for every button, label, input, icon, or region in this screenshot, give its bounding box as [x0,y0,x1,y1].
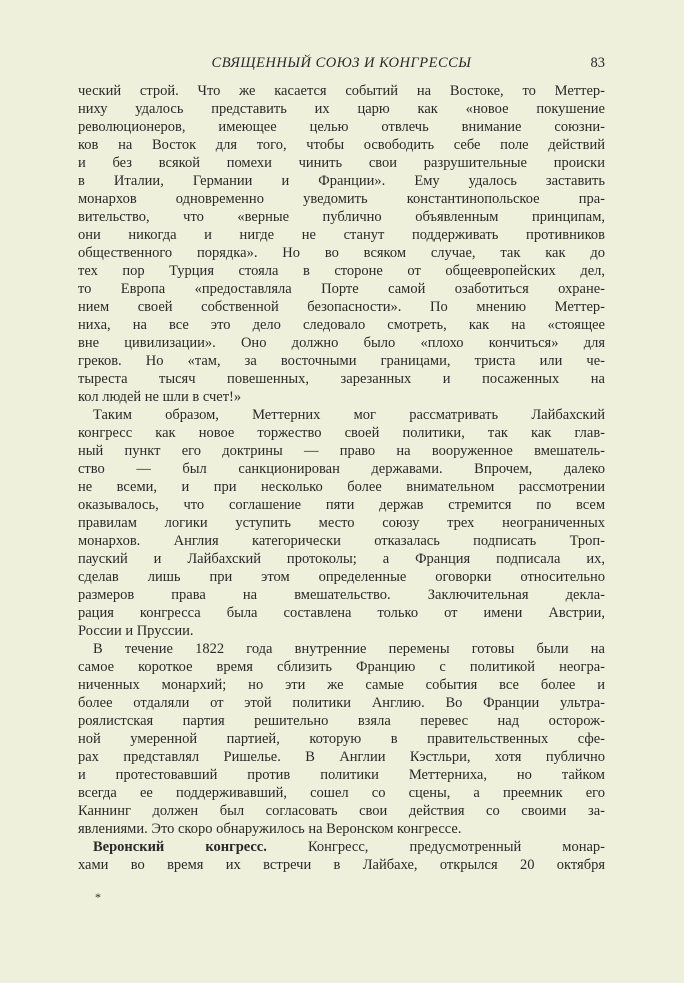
page-body [78,82,605,874]
text-line [78,550,605,568]
text-line [78,154,605,172]
text-line [78,496,605,514]
line-text: тыреста тысяч повешенных, зарезанных и посаженных на [78,371,605,387]
line-text: вительство, что «верные публично объявленным принципам, [78,209,605,225]
line-text: вне цивилизации». Оно должно было «плохо кончиться» для [78,335,605,351]
line-text: всегда ее поддерживавший, сошел со сцены, а преемник его [78,785,605,801]
line-text: не всеми, и при несколько более внимательном рассмотрении [78,479,605,495]
line-text: хами во время их встречи в Лайбахе, открылся 20 октября [78,857,605,873]
text-line [78,118,605,136]
line-text: ство — был санкционирован державами. Впрочем, далеко [78,461,605,477]
page-number: 83 [590,55,605,71]
text-line [78,298,605,316]
text-line [78,730,605,748]
line-text: монархов. Англия категорически отказалась подписать Троп- [78,533,605,549]
line-text: явлениями. Это скоро обнаружилось на Веронском конгрессе. [78,821,462,837]
text-line [78,460,605,478]
text-line [78,136,605,154]
text-line [78,802,605,820]
text-line [78,586,605,604]
line-text: и без всякой помехи чинить свои разрушительные происки [78,155,605,171]
text-line [78,604,605,622]
line-text: ной умеренной партией, которую в правительственных сфе- [78,731,605,747]
text-line [78,370,605,388]
text-line [78,820,605,838]
text-line [78,640,605,658]
text-line [78,334,605,352]
text-line [78,694,605,712]
line-text: и протестовавший против политики Меттерниха, но тайком [78,767,605,783]
line-text: пауский и Лайбахский протоколы; а Франция подписала их, [78,551,605,567]
paragraph [78,838,605,874]
line-text: монархов одновременно уведомить константинопольское пра- [78,191,605,207]
text-line [78,784,605,802]
text-line [78,442,605,460]
line-text: ков на Восток для того, чтобы освободить себе поле действий [78,137,605,153]
line-text: правилам логики уступить место союзу трех неограниченных [78,515,605,531]
text-line [78,244,605,262]
line-text: размеров права на вмешательство. Заключительная декла- [78,587,605,603]
line-text: то Европа «предоставляла Порте самой озаботиться охране- [78,281,605,297]
line-text: революционеров, имеющее целью отвлечь внимание союзни- [78,119,605,135]
section-heading: Веронский конгресс. [93,839,267,855]
line-text: рах представлял Ришелье. В Англии Кэстльри, хотя публично [78,749,605,765]
text-line [78,478,605,496]
text-line [78,226,605,244]
text-line [78,856,605,874]
text-line [78,676,605,694]
line-text: оказывалось, что соглашение пяти держав стремится по всем [78,497,605,513]
paragraph [78,82,605,406]
line-text: конгресс как новое торжество своей политики, так как глав- [78,425,605,441]
text-line [78,712,605,730]
line-text: ниха, на все это дело следовало смотреть, как на «стоящее [78,317,605,333]
text-line [78,406,605,424]
line-text: тех пор Турция стояла в стороне от общеевропейских дел, [78,263,605,279]
line-text: ческий строй. Что же касается событий на Востоке, то Меттер- [78,83,605,99]
line-text: кол людей не шли в счет!» [78,389,242,405]
line-text: В течение 1822 года внутренние перемены готовы были на [93,641,605,657]
text-line [78,424,605,442]
line-text: самое короткое время сблизить Францию с политикой неогра- [78,659,605,675]
paragraph [78,640,605,838]
signature-mark: * [95,890,101,904]
text-line [78,514,605,532]
line-text: ниху удалось представить их царю как «новое покушение [78,101,605,117]
line-text: Таким образом, Меттерних мог рассматривать Лайбахский [93,407,605,423]
line-text: в Италии, Германии и Франции». Ему удалось заставить [78,173,605,189]
line-text: Каннинг должен был согласовать свои действия со своими за- [78,803,605,819]
running-title: СВЯЩЕННЫЙ СОЮЗ И КОНГРЕССЫ [211,55,472,71]
text-line [78,352,605,370]
line-text: ный пункт его доктрины — право на вооруженное вмешатель- [78,443,605,459]
text-line [78,622,605,640]
line-text: ниченных монархий; но эти же самые события все более и [78,677,605,693]
text-line [78,532,605,550]
page-header [78,55,605,75]
text-line [78,280,605,298]
text-line [78,766,605,784]
line-text: более отдаляли от этой политики Англию. Во Франции ультра- [78,695,605,711]
line-text: они никогда и нигде не станут поддерживать противников [78,227,605,243]
text-line [78,748,605,766]
line-text: нием своей собственной безопасности». По мнению Меттер- [78,299,605,315]
text-line [78,100,605,118]
text-line [78,658,605,676]
line-text: общественного порядка». Но во всяком случае, так как до [78,245,605,261]
text-line [78,208,605,226]
line-text: рация конгресса была составлена только от имени Австрии, [78,605,605,621]
text-line [78,82,605,100]
line-text: сделав лишь при этом определенные оговорки относительно [78,569,605,585]
text-line [78,316,605,334]
line-text: греков. Но «там, за восточными границами, триста или че- [78,353,605,369]
text-line [78,568,605,586]
text-line [78,262,605,280]
text-line [78,172,605,190]
line-text: Конгресс, предусмотренный монар- [266,839,605,855]
text-line [78,190,605,208]
text-line [78,838,605,856]
line-text: роялистская партия решительно взяла перевес над осторож- [78,713,605,729]
text-line [78,388,605,406]
paragraph [78,406,605,640]
line-text: России и Пруссии. [78,623,194,639]
